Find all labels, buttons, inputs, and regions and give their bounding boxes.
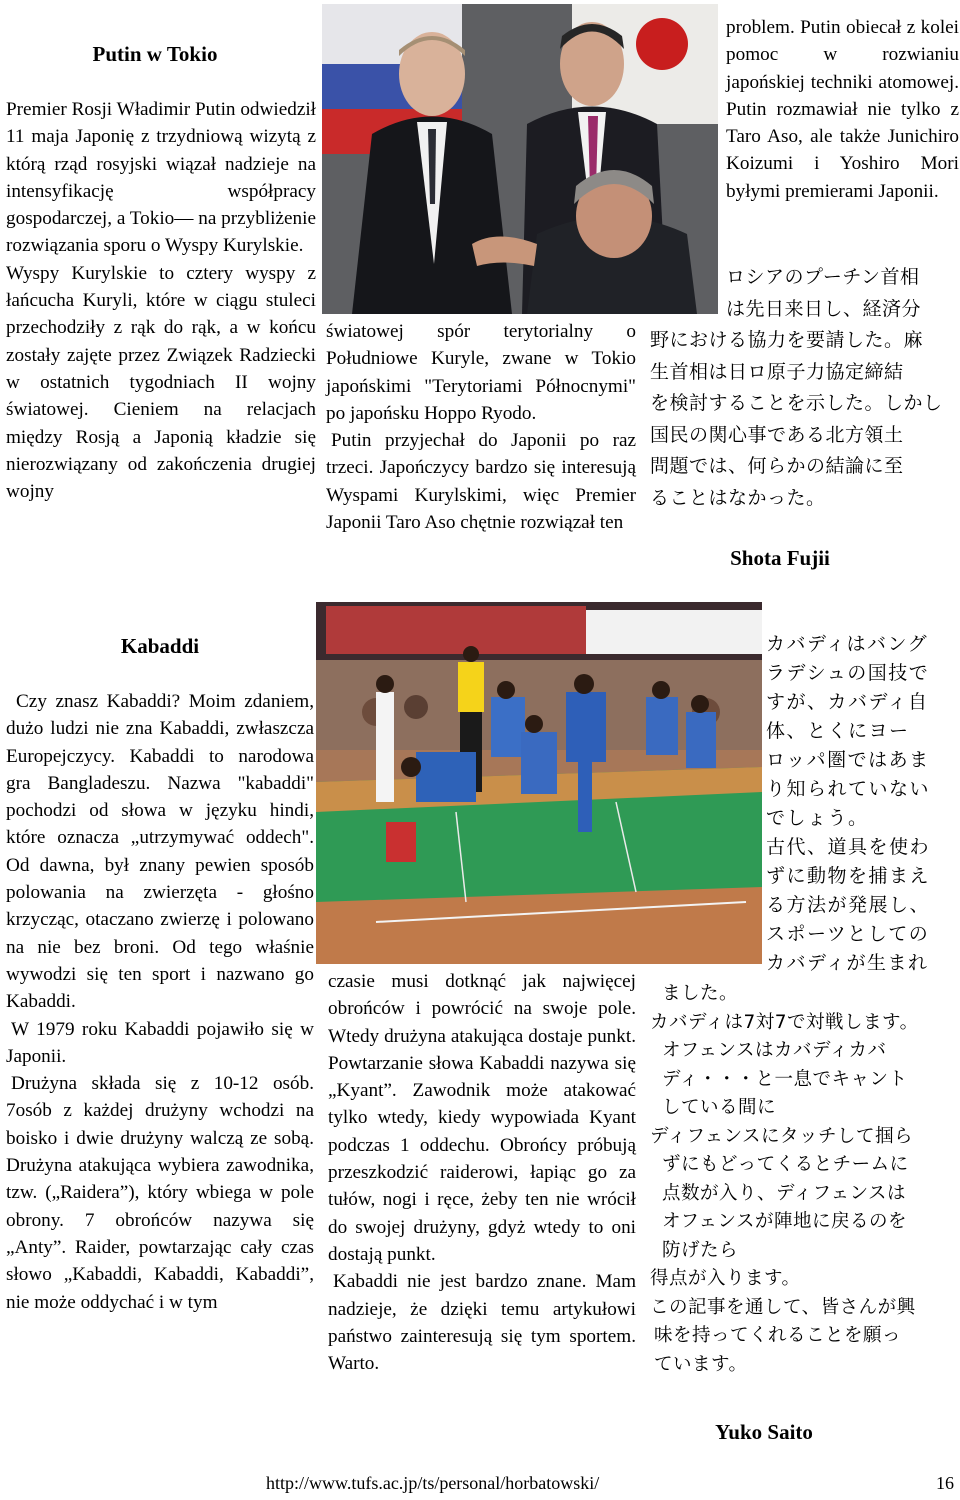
footer-url[interactable]: http://www.tufs.ac.jp/ts/personal/horbatowski/ xyxy=(266,1473,600,1493)
jp-line: 生首相は日ロ原子力協定締結 xyxy=(650,360,904,383)
jp-line: している間に xyxy=(662,1097,777,1118)
jp-line: オフェンスが陣地に戻るのを xyxy=(662,1211,907,1232)
jp-line: すが、カバディ自 xyxy=(766,691,929,713)
paragraph: Putin przyjechał do Japonii po raz trzeci. Japończycy bardzo się interesują Wyspami Kurylskimi, więc Premier Japonii Taro Aso chętnie rozwiązał ten xyxy=(326,430,636,534)
paragraph: czasie musi dotknąć jak najwięcej obrońców i powrócić na swoje pole. Wtedy drużyna atakująca dostaje punkt. Powtarzanie słowa Kabaddi nazywa się „Kyant”. Zawodnik może atakować tylko wtedy, kiedy wypowiada Kyant podczas 1 oddechu. Obrońcy próbują przeszkodzić raiderowi, łapiąc go za tułów, nogi i ręce, żeby ten nie wrócił do swojej drużyny, gdyż wtedy to oni dostają punkt. xyxy=(328,971,636,1265)
jp-line: は先日来日し、経済分 xyxy=(726,297,922,320)
article-kabaddi-column-1 xyxy=(6,688,314,1316)
article-putin-column-2 xyxy=(326,318,636,536)
article-putin-column-1 xyxy=(6,96,316,505)
photo-kabaddi-match xyxy=(316,602,762,964)
jp-line: ディ・・・と一息でキャント xyxy=(662,1068,908,1090)
jp-line: カバディが生まれ xyxy=(766,952,929,974)
jp-line: り知られていない xyxy=(766,778,931,800)
jp-line: 体、とくにヨー xyxy=(766,720,910,742)
article-putin-column-3 xyxy=(726,14,959,205)
article-title-putin: Putin w Tokio xyxy=(92,42,218,66)
article-title-kabaddi: Kabaddi xyxy=(120,634,200,658)
jp-line: 得点が入ります。 xyxy=(650,1268,801,1289)
jp-line: ずに動物を捕まえ xyxy=(766,865,931,887)
jp-line: スポーツとしての xyxy=(766,923,930,945)
jp-line: ラデシュの国技で xyxy=(766,662,930,684)
page-number: 16 xyxy=(936,1473,954,1493)
paragraph: Drużyna składa się z 10-12 osób. 7osób z każdej drużyny wchodzi na boisko i dwie drużyny walczą ze sobą. Drużyna atakująca wybiera zawodnika, tzw. („Raidera”), który wbiega w pole obrony. 7 obrońców nazywa się „Anty”. Raider, powtarzając cały czas słowo „Kabaddi, Kabaddi, Kabaddi”, nie może oddychać i w tym xyxy=(6,1073,314,1313)
paragraph: problem. Putin obiecał z kolei pomoc w rozwianiu japońskiej techniki atomowej. Putin rozmawiał nie tylko z Taro Aso, ale także Junichiro Koizumi i Yoshiro Mori byłymi premierami Japonii. xyxy=(726,17,959,202)
paragraph: Wyspy Kurylskie to cztery wyspy z łańcucha Kuryli, które w ciągu stuleci przechodziły z rąk do rąk, a w końcu zostały zajęte przez Związek Radziecki w ostatnich tygodniach II wojny światowej. Cieniem na relacjach między Rosją a Japonią kładzie się nierozwiązany od zakończenia drugiej wojny xyxy=(6,262,316,503)
jp-line: を検討することを示した。しかし xyxy=(650,392,943,414)
jp-line: 国民の関心事である北方領土 xyxy=(650,423,904,446)
jp-line: ロシアのプーチン首相 xyxy=(726,266,920,288)
jp-line: 味を持ってくれることを願っ xyxy=(654,1325,902,1346)
article-kabaddi-japanese-top xyxy=(766,630,960,978)
jp-line: ることはなかった。 xyxy=(650,486,826,509)
jp-line: ています。 xyxy=(654,1353,748,1375)
author-yuko-saito: Yuko Saito xyxy=(715,1420,813,1444)
jp-line: る方法が発展し、 xyxy=(766,894,931,916)
paragraph: Premier Rosji Władimir Putin odwiedził 11 maja Japonię z trzydniową wizytą z którą rząd rosyjski wiązał nadzieje na intensyfikację współpracy gospodarczej, a Tokio— na przybliżenie rozwiązania sporu o Wyspy Kurylskie. xyxy=(6,99,316,257)
paragraph: Kabaddi nie jest bardzo znane. Mam nadzieje, że dzięki temu artykułowi państwo zainteresują się tym sportem. Warto. xyxy=(328,1271,636,1375)
jp-line: 古代、道具を使わ xyxy=(766,836,931,858)
paragraph: W 1979 roku Kabaddi pojawiło się w Japonii. xyxy=(6,1018,314,1067)
article-kabaddi-column-2 xyxy=(328,968,636,1377)
jp-line: でしょう。 xyxy=(766,807,869,829)
jp-line: 防げたら xyxy=(662,1239,739,1261)
jp-line: オフェンスはカバディカバ xyxy=(662,1040,887,1061)
jp-line: この記事を通して、皆さんが興 xyxy=(650,1296,916,1318)
jp-line: 問題では、何らかの結論に至 xyxy=(650,455,904,477)
jp-line: ロッパ圏ではあま xyxy=(766,749,930,771)
paragraph: Czy znasz Kabaddi? Moim zdaniem, dużo ludzi nie zna Kabaddi, zwłaszcza Europejczycy. Kabaddi to narodowa gra Bangladeszu. Nazwa "kabaddi" pochodzi od słowa w języku hindi, które oznacza „utrzymywać oddech". Od dawna, był znany pewien sposób polowania na zwierzęta - głośno krzycząc, otaczano zwierzę i polowano na nie bez broni. Od tego właśnie wywodzi się ten sport i nazwano go Kabaddi. xyxy=(6,691,314,1013)
paragraph: światowej spór terytorialny o Południowe Kuryle, zwane w Tokio japońskimi "Terytoriami Północnymi" po japońsku Hoppo Ryodo. xyxy=(326,321,636,424)
article-kabaddi-japanese-bottom xyxy=(650,980,960,1379)
jp-line: 点数が入り、ディフェンスは xyxy=(662,1182,907,1204)
jp-line: ディフェンスにタッチして掴ら xyxy=(650,1125,914,1147)
author-shota-fujii: Shota Fujii xyxy=(730,546,830,570)
jp-line: ずにもどってくるとチームに xyxy=(662,1154,909,1175)
jp-line: カバディは7対7で対戦します。 xyxy=(650,1011,919,1033)
article-putin-japanese xyxy=(650,262,960,514)
jp-line: 野における協力を要請した。麻 xyxy=(650,329,924,351)
jp-line: カバディはバング xyxy=(766,633,929,655)
jp-line: ました。 xyxy=(662,983,739,1004)
